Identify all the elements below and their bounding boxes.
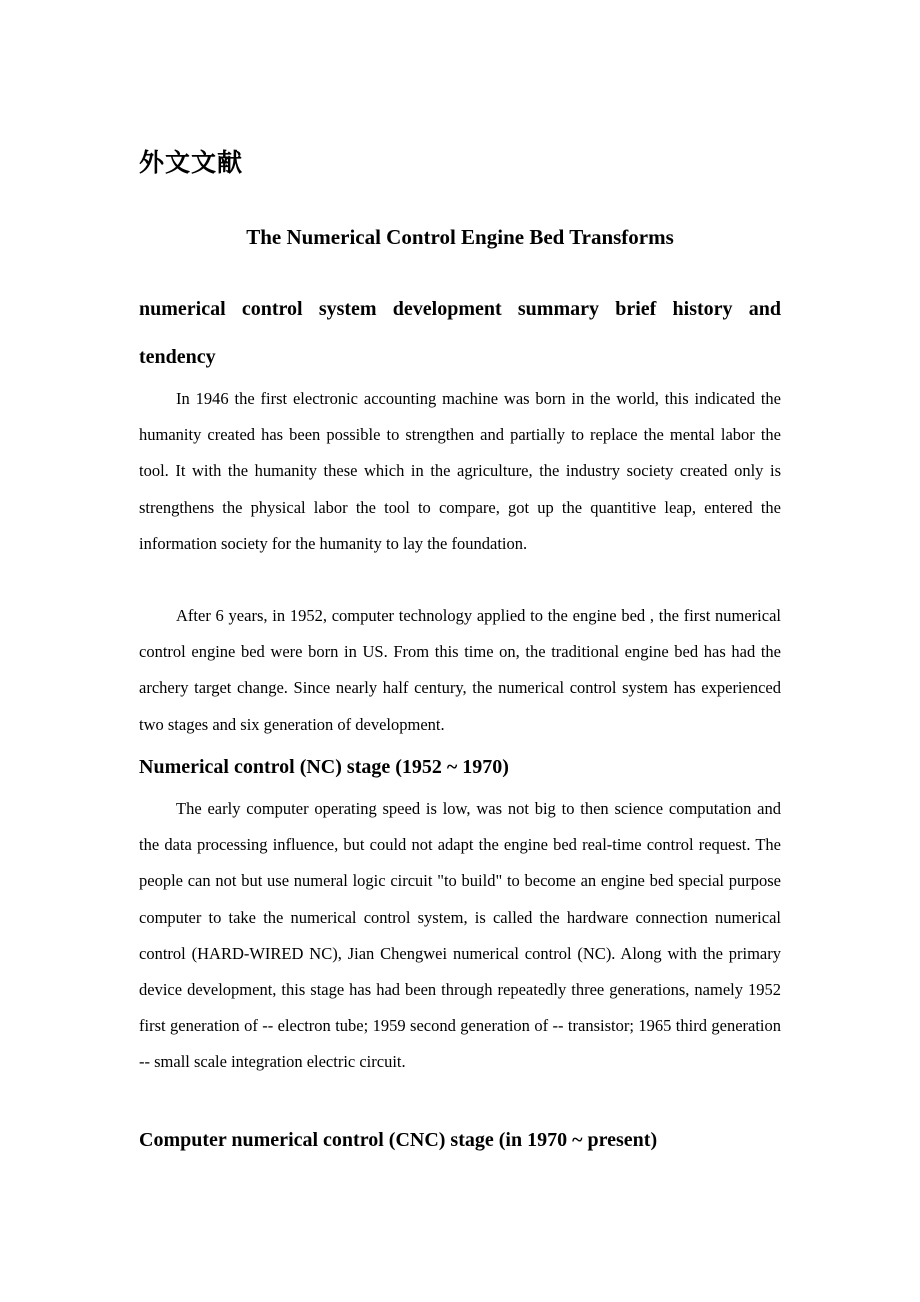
section-heading-2: Numerical control (NC) stage (1952 ~ 1970) xyxy=(139,756,509,778)
paragraph-3: The early computer operating speed is low, was not big to then science computation and the data processing influence, but could not adapt the engine bed real-time control request. The people can not but use numeral logic circuit "to build" to become an engine bed special purpose computer to take the numerical control system, is called the hardware connection numerical control (HARD-WIRED NC), Jian Chengwei numerical control (NC). Along with the primary device development, this stage has had been through repeatedly three generations, namely 1952 first generation of -- electron tube; 1959 second generation of -- transistor; 1965 third generation -- small scale integration electric circuit. xyxy=(139,799,781,1072)
document-title: The Numerical Control Engine Bed Transforms xyxy=(246,225,674,249)
chinese-heading: 外文文献 xyxy=(139,148,244,177)
paragraph-1: In 1946 the first electronic accounting machine was born in the world, this indicated the humanity created has been possible to strengthen and partially to replace the mental labor the tool. It with the humanity these which in the agriculture, the industry society created only is strengthens the physical labor the tool to compare, got up the quantitive leap, entered the information society for the humanity to lay the foundation. xyxy=(139,389,781,553)
section-heading-1: numerical control system development summary brief history and tendency xyxy=(139,298,781,368)
paragraph-2: After 6 years, in 1952, computer technology applied to the engine bed , the first numerical control engine bed were born in US. From this time on, the traditional engine bed has had the archery target change. Since nearly half century, the numerical control system has experienced two stages and six generation of development. xyxy=(139,606,781,734)
section-heading-3: Computer numerical control (CNC) stage (in 1970 ~ present) xyxy=(139,1129,658,1151)
